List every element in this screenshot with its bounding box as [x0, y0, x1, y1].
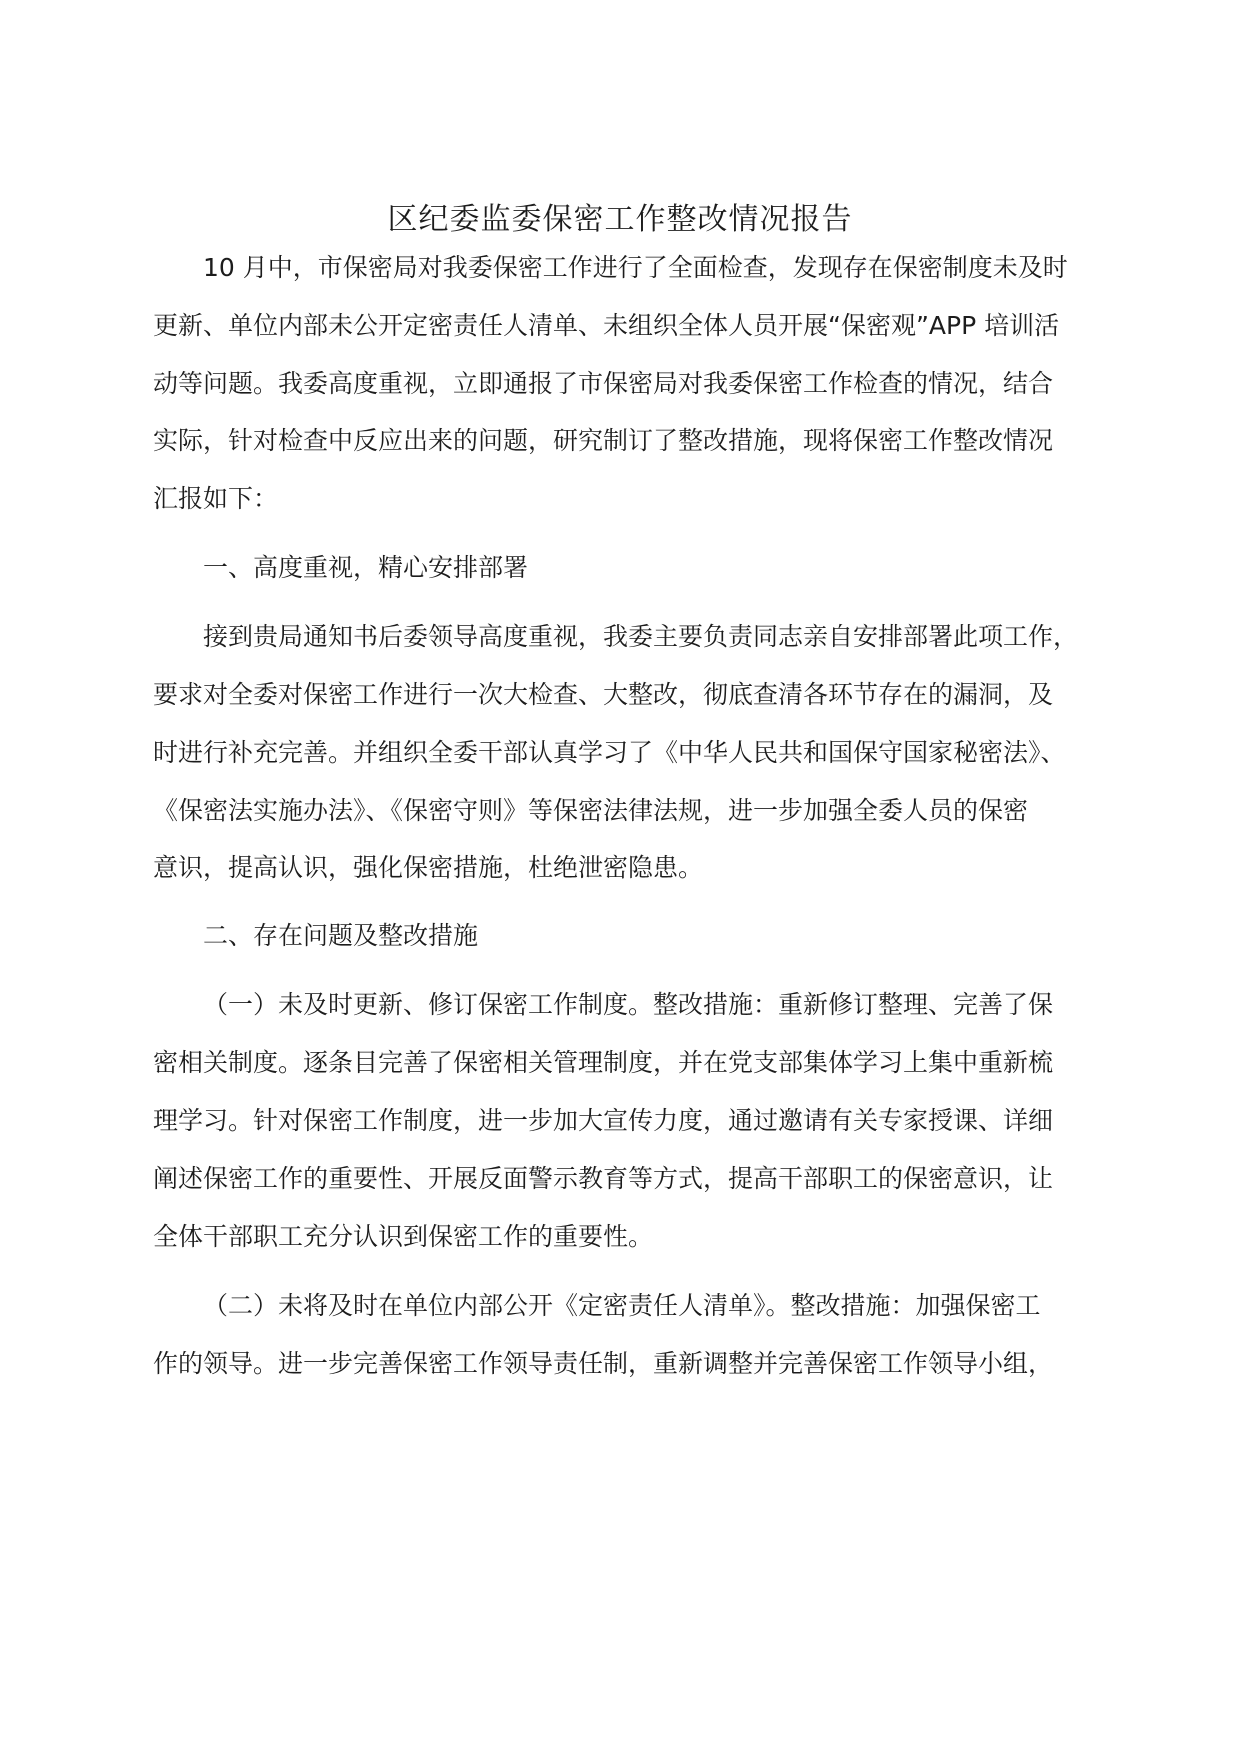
- page-title: 区纪委监委保密工作整改情况报告: [387, 202, 853, 237]
- paragraph-line: （一）未及时更新、修订保密工作制度。整改措施：重新修订整理、完善了保: [203, 990, 1054, 1019]
- paragraph-line: 接到贵局通知书后委领导高度重视，我委主要负责同志亲自安排部署此项工作，: [203, 622, 1079, 651]
- paragraph-line: 意识，提高认识，强化保密措施，杜绝泄密隐患。: [153, 853, 704, 882]
- paragraph-line: 理学习。针对保密工作制度，进一步加大宣传力度，通过邀请有关专家授课、详细: [153, 1106, 1054, 1135]
- paragraph-line: 汇报如下：: [153, 484, 279, 513]
- paragraph-line: 阐述保密工作的重要性、开展反面警示教育等方式，提高干部职工的保密意识，让: [153, 1164, 1054, 1193]
- paragraph-line: 要求对全委对保密工作进行一次大检查、大整改，彻底查清各环节存在的漏洞，及: [153, 680, 1054, 709]
- paragraph-line: 动等问题。我委高度重视，立即通报了市保密局对我委保密工作检查的情况，结合: [153, 369, 1054, 398]
- paragraph-line: 作的领导。进一步完善保密工作领导责任制，重新调整并完善保密工作领导小组，: [153, 1349, 1054, 1378]
- paragraph-line: 全体干部职工充分认识到保密工作的重要性。: [153, 1222, 654, 1251]
- paragraph-line: 实际，针对检查中反应出来的问题，研究制订了整改措施，现将保密工作整改情况: [153, 426, 1054, 455]
- paragraph-line: 密相关制度。逐条目完善了保密相关管理制度，并在党支部集体学习上集中重新梳: [153, 1048, 1054, 1077]
- paragraph-line: 更新、单位内部未公开定密责任人清单、未组织全体人员开展“保密观”APP 培训活: [153, 311, 1060, 340]
- paragraph-line: （二）未将及时在单位内部公开《定密责任人清单》。整改措施：加强保密工: [203, 1291, 1041, 1320]
- paragraph-line: 10 月中，市保密局对我委保密工作进行了全面检查，发现存在保密制度未及时: [203, 253, 1068, 282]
- section-heading: 二、存在问题及整改措施: [203, 921, 479, 950]
- paragraph-line: 时进行补充完善。并组织全委干部认真学习了《中华人民共和国保守国家秘密法》、: [153, 738, 1066, 767]
- section-heading: 一、高度重视，精心安排部署: [203, 553, 529, 582]
- paragraph-line: 《保密法实施办法》、《保密守则》等保密法律法规，进一步加强全委人员的保密: [153, 796, 1029, 825]
